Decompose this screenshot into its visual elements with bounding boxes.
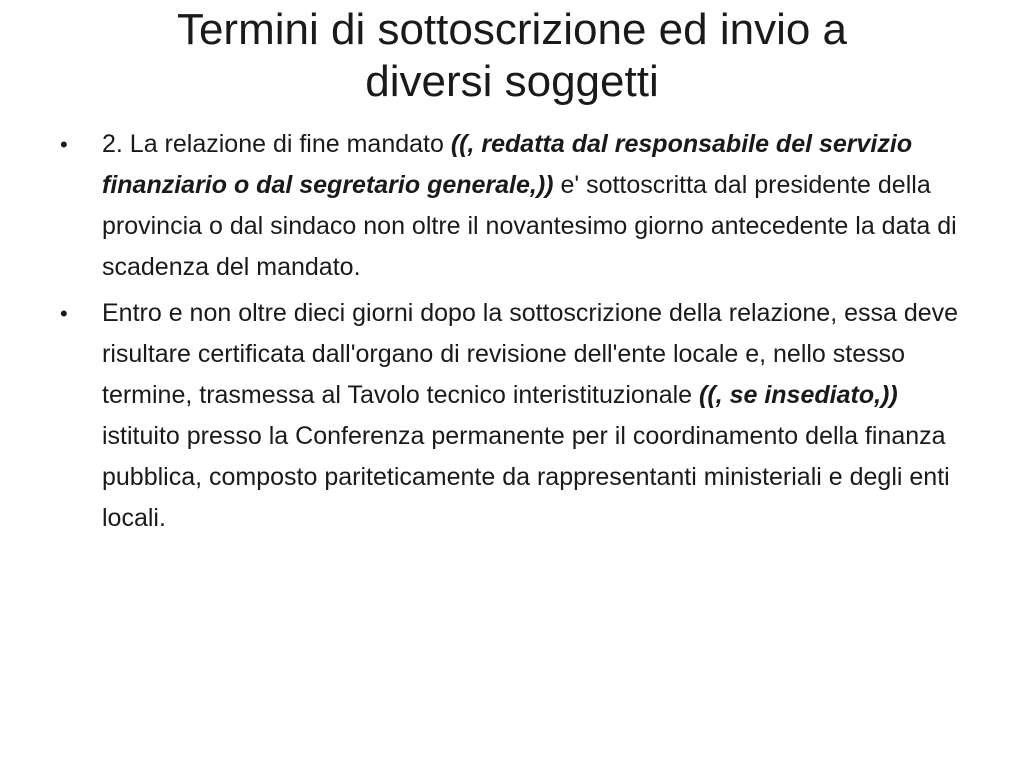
bullet-item: [58, 124, 968, 288]
slide-title-line: diversi soggetti: [365, 57, 659, 106]
slide-title: [60, 4, 964, 108]
bullet-emphasis: ((, redatta dal responsabile del servizio finanziario o dal segretario generale,)): [102, 130, 913, 199]
bullet-emphasis: ((, se insediato,)): [699, 381, 898, 409]
bullet-list: [58, 124, 968, 544]
bullet-text: Entro e non oltre dieci giorni dopo la sottoscrizione della relazione, essa deve risultare certificata dall'organo di revisione dell'ente locale e, nello stesso termine, trasmessa al Tavolo tecnico interistituzionale: [102, 299, 959, 409]
bullet-text: istituito presso la Conferenza permanente per il coordinamento della finanza pubblica, composto pariteticamente da rappresentanti ministeriali e degli enti locali.: [102, 422, 950, 532]
bullet-marker: •: [60, 132, 68, 157]
bullet-text: 2. La relazione di fine mandato: [102, 130, 451, 158]
bullet-marker: •: [60, 301, 68, 326]
slide-title-line: Termini di sottoscrizione ed invio a: [176, 5, 848, 54]
bullet-item: [58, 293, 968, 539]
bullet-text: e' sottoscritta dal presidente della provincia o dal sindaco non oltre il novantesimo giorno antecedente la data di scadenza del mandato.: [102, 171, 957, 281]
